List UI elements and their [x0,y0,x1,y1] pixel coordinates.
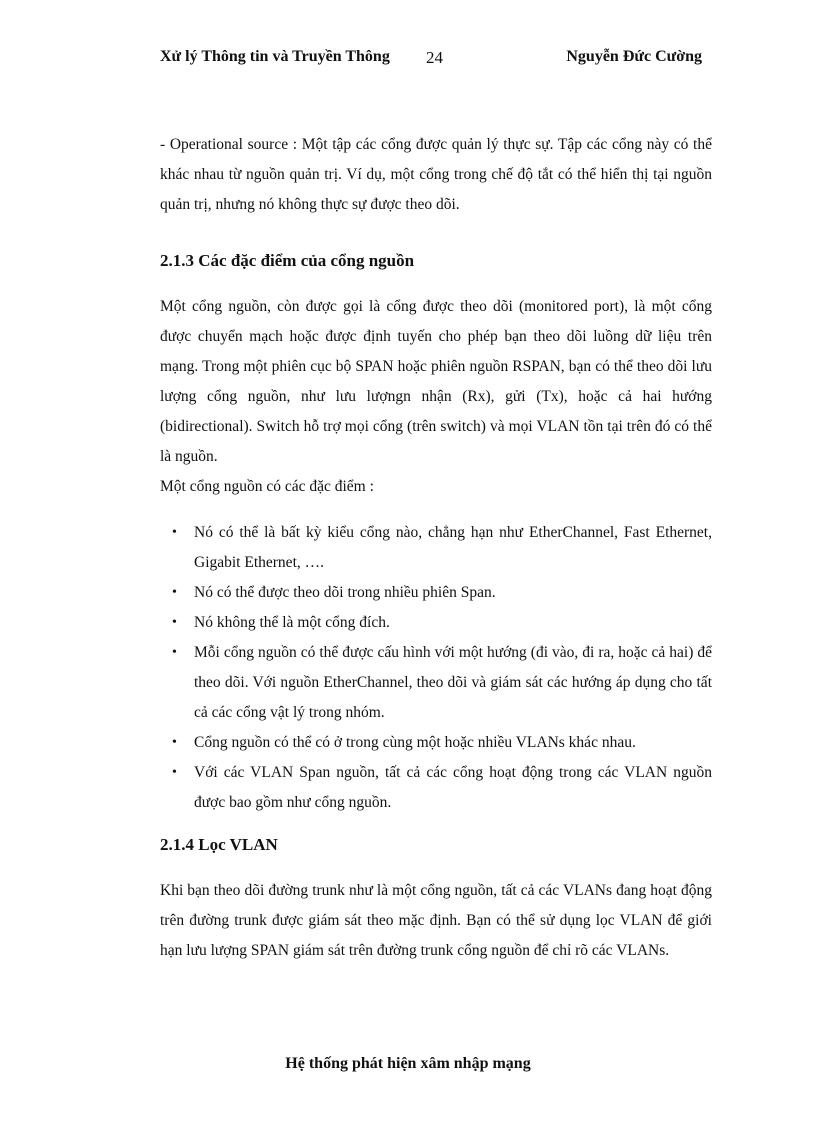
section-2-1-4-paragraph: Khi bạn theo dõi đường trunk như là một cổng nguồn, tất cả các VLANs đang hoạt động trên đường trunk được giám sát theo mặc định. Bạn có thể sử dụng lọc VLAN để giới hạn lưu lượng SPAN giám sát trên đường trunk cổng nguồn để chỉ rõ các VLANs. [160,882,712,959]
list-item: • Cổng nguồn có thể có ở trong cùng một hoặc nhiều VLANs khác nhau. [194,728,712,758]
list-item: • Nó có thể là bất kỳ kiểu cổng nào, chẳng hạn như EtherChannel, Fast Ethernet, Gigabit Ethernet, …. [194,518,712,578]
page-body [160,130,712,966]
list-item: • Nó không thể là một cổng đích. [194,608,712,638]
list-item: • Nó có thể được theo dõi trong nhiều phiên Span. [194,578,712,608]
page-header [160,48,712,72]
page-footer: Hệ thống phát hiện xâm nhập mạng [285,1055,531,1072]
list-item: • Mỗi cổng nguồn có thể được cấu hình với một hướng (đi vào, đi ra, hoặc cả hai) để theo dõi. Với nguồn EtherChannel, theo dõi và giám sát các hướng áp dụng cho tất cả các cổng vật lý trong nhóm. [194,638,712,728]
header-author: Nguyễn Đức Cường [566,48,702,65]
page-number: 24 [426,48,443,67]
characteristics-list [160,518,712,818]
list-intro: Một cổng nguồn có các đặc điểm : [160,478,374,495]
list-item: • Với các VLAN Span nguồn, tất cả các cổng hoạt động trong các VLAN nguồn được bao gồm như cổng nguồn. [194,758,712,818]
section-2-1-3-paragraph: Một cổng nguồn, còn được gọi là cổng được theo dõi (monitored port), là một cổng được chuyển mạch hoặc được định tuyến cho phép bạn theo dõi luồng dữ liệu trên mạng. Trong một phiên cục bộ SPAN hoặc phiên nguồn RSPAN, bạn có thể theo dõi lưu lượng cổng nguồn, như lưu lượngn nhận (Rx), gửi (Tx), hoặc cả hai hướng (bidirectional). Switch hỗ trợ mọi cổng (trên switch) và mọi VLAN tồn tại trên đó có thể là nguồn. [160,298,712,465]
intro-paragraph: - Operational source : Một tập các cổng được quản lý thực sự. Tập các cổng này có thể khác nhau từ nguồn quản trị. Ví dụ, một cổng trong chế độ tắt có thể hiển thị tại nguồn quản trị, nhưng nó không thực sự được theo dõi. [160,136,712,213]
header-course-title: Xử lý Thông tin và Truyền Thông [160,48,390,65]
section-heading-2-1-3: 2.1.3 Các đặc điểm của cổng nguồn [160,251,415,270]
section-heading-2-1-4: 2.1.4 Lọc VLAN [160,835,278,854]
